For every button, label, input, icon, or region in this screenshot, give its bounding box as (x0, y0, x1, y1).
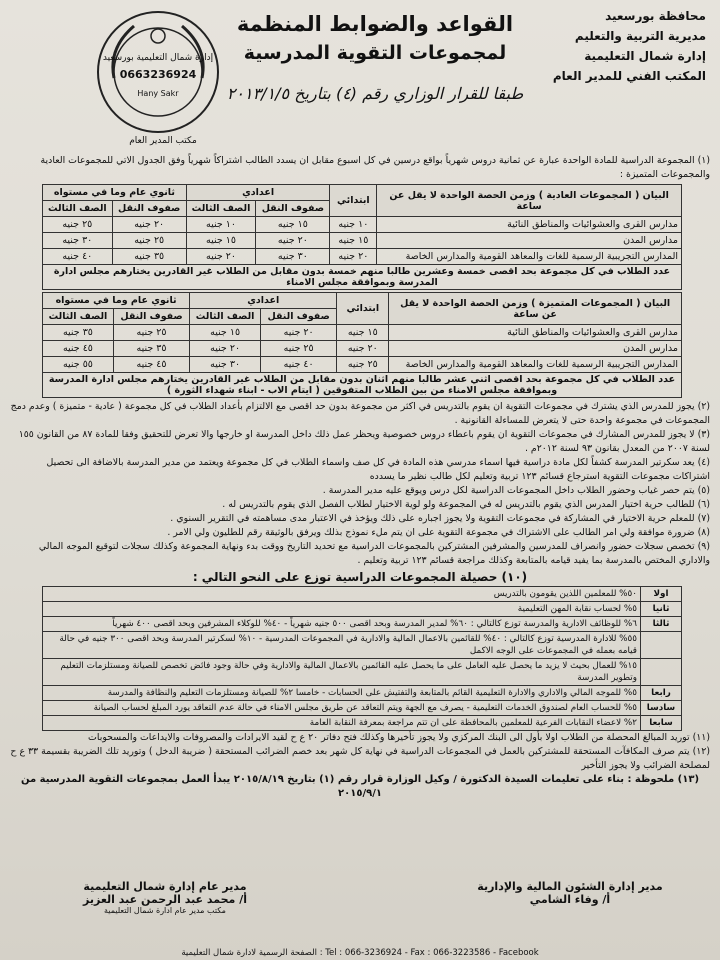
signature-note: مكتب مدير عام ادارة شمال التعليمية (104, 906, 226, 915)
signature-finance (460, 880, 680, 906)
table-row: ثانيا ٥% لحساب نقابة المهن التعليمية (43, 602, 682, 617)
t1-sub: الصف الثالث (186, 201, 256, 217)
seal-text: إدارة شمال التعليمية بورسعيد (102, 53, 214, 63)
table2-note: عدد الطلاب في كل مجموعة بحد اقصى اثني عشر طالبا منهم اثنان بدون مقابل من الطلاب غير القادرين يختارهم مجلس ادارة المدرسة وبموافقة مجلس الامناء من بين الطلاب المتفوقين ( ايتام الاب - ابناء شهداء الثورة ) (43, 373, 682, 398)
t2-head-primary: ابتدائي (337, 293, 389, 325)
clause-1: (١) المجموعة الدراسية للمادة الواحدة عبارة عن ثمانية دروس شهرياً بواقع درسين في كل اسبوع مقابل ان يسدد الطالب اشتراكاً شهرياً وفق الجدول الاتي للمجموعات العادية والمجموعات المتميزة : (40, 155, 710, 180)
table-row: اولا ٥٠% للمعلمين اللذين يقومون بالتدريس (43, 587, 682, 602)
clause-3: (٣) لا يجوز للمدرس المشارك في مجموعات التقوية ان يقوم باعطاء دروس خصوصية ويحظر عمل ذلك داخل المدرسة او خارجها والا تعرض للتحقيق وفقا للمادة ٨٧ من القانون ١٥٥ لسنة ٢٠٠٧ من المعدل بقانون ٩٣ لسنة ٢٠١٢م . (18, 429, 710, 454)
signature-name: أ/ وفاء الشامي (529, 893, 611, 906)
clause-5: (٥) يتم حصر غياب وحضور الطلاب داخل المجموعات الدراسية لكل درس ويوقع عليه مدير المدرسة . (322, 485, 710, 496)
t2-sub: الصف الثالث (190, 309, 261, 325)
clause-13-note: (١٣) ملحوظة : بناء على تعليمات السيدة الدكتورة / وكيل الوزارة قرار رقم (١) بتاريخ ٢٠١٥/٨/١٩ يبدأ العمل بمجموعات التقوية المدرسية من ٢٠١٥/٩/١ (20, 774, 700, 799)
t1-sub: صفوف النقل (256, 201, 330, 217)
distribution-title: (١٠) حصيلة المجموعات الدراسية توزع على النحو التالي : (192, 570, 528, 584)
official-seal-icon (94, 8, 222, 136)
issuer-block (536, 6, 706, 86)
t2-sub: صفوف النقل (113, 309, 189, 325)
t2-head-label: البيان ( المجموعات المتميزة ) وزمن الحصة الواحدة لا يقل عن ساعة (389, 293, 682, 325)
signature-title: مدير إدارة الشئون المالية والإدارية (477, 880, 663, 893)
clause-8: (٨) ضرورة موافقة ولي امر الطالب على الاشتراك في مجموعة التقوية على ان يتم ملء نموذج بذلك ويرفق بالوثيقة رقم للطليون ولي الامر . (167, 527, 710, 538)
t1-sub: الصف الثالث (43, 201, 113, 217)
t1-sub: صفوف النقل (112, 201, 186, 217)
clause-4: (٤) يعد سكرتير المدرسة كشفاً لكل مادة دراسية فيها اسماء مدرسي هذه المادة في كل صف واسماء الطلاب في كل مجموعة ويعتمد من مدير المدرسة بالاضافة الى تحصيل اشتراكات مجموعات التقوية استرجاع قسائم ١٢٣ تربية وتعليم لكل طالب نظير ما يسدده (46, 457, 710, 482)
seal-signature: Hany Sakr (137, 89, 179, 98)
table-row: مدارس القرى والعشوائيات والمناطق النائية ١٥ جنيه ٢٠ جنيه ١٥ جنيه ٢٥ جنيه ٣٥ جنيه (43, 325, 682, 341)
clause-12: (١٢) يتم صرف المكافآت المستحقة للمشتركين بالعمل في المجموعات الدراسية في نهاية كل شهر بعد خصم الضرائب المستحقة ( ضريبة الدخل ) وتوريد تلك الضريبة بقسيمة ٣٣ ع ح لمصلحة الضرائب ولا يجوز التأخير (10, 746, 710, 771)
seal-phone: 0663236924 (119, 68, 197, 81)
table-row: ثالثا ٦% للوظائف الادارية والمدرسة توزع كالتالي : ٦٠% لمدير المدرسة وبحد اقصى ٥٠٠ جنيه شهرياً - ٤٠% للوكلاء المشرفين وبحد اقصى ٤٠٠ شهرياً (43, 617, 682, 632)
t2-sub: صفوف النقل (261, 309, 337, 325)
table-row: سادسا ٥% للحساب العام لصندوق الخدمات التعليمية - يصرف مع الجهة ويتم التعاقد عن طريق مجلس الامناء في حالة عدم التعاقد يورد المبلغ لحساب الصيانة (43, 701, 682, 716)
distribution-table (42, 586, 682, 731)
signature-director (50, 880, 280, 915)
administration: إدارة شمال التعليمية (584, 49, 706, 63)
t2-head-prep: اعدادي (190, 293, 337, 309)
signature-title: مدير عام إدارة شمال التعليمية (83, 880, 247, 893)
table-row: سابعا ٢% لاعضاء النقابات الفرعية للمعلمين بالمحافظة على ان تتم مراجعة بمعرفة النقابة العامة (43, 716, 682, 731)
table-row: مدارس القرى والعشوائيات والمناطق النائية ١٠ جنيه ١٥ جنيه ١٠ جنيه ٢٠ جنيه ٢٥ جنيه (43, 217, 682, 233)
table-row: المدارس التجريبية الرسمية للغات والمعاهد القومية والمدارس الخاصة ٢٠ جنيه ٣٠ جنيه ٢٠ جنيه ٣٥ جنيه ٤٠ جنيه (43, 249, 682, 265)
clause-7: (٧) للمعلم حرية الاختيار في المشاركة في مجموعات التقوية ولا يجوز اجباره على ذلك ويؤخذ في الاعتبار مدى مساهمته في التقرير السنوي . (170, 513, 710, 524)
t1-head-secondary: ثانوي عام وما في مستواه (43, 185, 187, 201)
t1-head-prep: اعدادي (186, 185, 330, 201)
office: المكتب الفني للمدير العام (552, 69, 706, 83)
clause-6: (٦) للطالب حرية اختيار المدرس الذي يقوم بالتدريس له في المجموعة ولو لوية الاختيار لطلاب الفصل الذي يقوم بالتدريس له . (222, 499, 710, 510)
governorate: محافظة بورسعيد (605, 9, 706, 23)
clause-9: (٩) تخصص سجلات حضور وانصراف للمدرسين والمشرفين المشتركين بالمجموعات الدراسية مع تحديد التاريخ ووقت بدء ونهاية المجموعة وكذلك سجلات لتوقيع الموجه المالي والاداري المختص بالمدرسة بما يفيد قيامه بالمتابعة وكذلك مراجعة قسائم ١٢٣ تربية وتعليم . (38, 541, 710, 566)
t2-sub: الصف الثالث (43, 309, 114, 325)
t2-head-secondary: ثانوي عام وما في مستواه (43, 293, 190, 309)
table-row: ٥٥% للادارة المدرسية توزع كالتالي : ٤٠% للقائمين بالاعمال المالية والادارية في المجموعات المدرسية - ١٠% لسكرتير المدرسة وبحد اقصى ٣٠٠ جنيه في حالة قيامه بعمله في المجموعات على الوجه الاكمل (43, 632, 682, 659)
title-block (225, 8, 525, 103)
clause-11: (١١) توريد المبالغ المحصلة من الطلاب اولا بأول الى البنك المركزي ولا يجوز تأخيرها وكذلك فتح دفاتر ٢٠ ع ح لقيد الايرادات والمصروفات والايداعات والمسحوبات (88, 732, 710, 743)
decree-reference: طبقا للقرار الوزاري رقم (٤) بتاريخ ٢٠١٣/١/٥ (226, 84, 524, 103)
signature-name: أ/ محمد عبد الرحمن عبد العزيز (83, 893, 247, 906)
table-row: المدارس التجريبية الرسمية للغات والمعاهد القومية والمدارس الخاصة ٢٥ جنيه ٤٠ جنيه ٣٠ جنيه ٤٥ جنيه ٥٥ جنيه (43, 357, 682, 373)
clause-2: (٢) يجوز للمدرس الذي يشترك في مجموعات التقوية ان يقوم بالتدريس في اكثر من مجموعة بدون حد اقصى مع الالتزام بأعداد الطلاب في كل مجموعة ( عادية - متميزة ) وعدم دمج المجموعات في مجموعة واحدة حتى لا يتعرض للمساءلة القانونية . (10, 401, 710, 426)
doc-subtitle: لمجموعات التقوية المدرسية (243, 42, 507, 64)
regular-groups-table (42, 184, 682, 290)
distinguished-groups-table (42, 292, 682, 398)
table-row: ١٥% للعمال بحيث لا يزيد ما يحصل عليه العامل على ما يحصل عليه القائمين بالاعمال المالية والادارية وفي حالة وجود فائض تخصص للصيانة ومستلزمات التعليم وتطوير المدرسة (43, 659, 682, 686)
t1-head-label: البيان ( المجموعات العادية ) وزمن الحصة الواحدة لا يقل عن ساعة (377, 185, 682, 217)
directorate: مديرية التربية والتعليم (574, 29, 706, 43)
doc-title: القواعد والضوابط المنظمة (236, 12, 514, 36)
table-row: مدارس المدن ٢٠ جنيه ٢٥ جنيه ٢٠ جنيه ٣٥ جنيه ٤٥ جنيه (43, 341, 682, 357)
letterhead (10, 4, 710, 154)
contact-footer: Tel : 066-3236924 - Fax : 066-3223586 - Facebook : الصفحة الرسمية لادارة شمال التعليمية (181, 948, 539, 958)
table1-note: عدد الطلاب في كل مجموعة بحد اقصى خمسة وعشرين طالبا منهم خمسة بدون مقابل من الطلاب غير القادرين يختارهم مجلس ادارة المدرسة وبموافقة مجلس الامناء (43, 265, 682, 290)
seal-note: مكتب المدير العام (129, 136, 197, 146)
t1-head-primary: ابتدائي (330, 185, 377, 217)
table-row: رابعا ٥% للموجه المالي والاداري والادارة التعليمية القائم بالمتابعة والتفتيش على الحسابات - خامسا ٢% للصيانة ومستلزمات التعليم والنظافة والمدرسة (43, 686, 682, 701)
table-row: مدارس المدن ١٥ جنيه ٢٠ جنيه ١٥ جنيه ٢٥ جنيه ٣٠ جنيه (43, 233, 682, 249)
